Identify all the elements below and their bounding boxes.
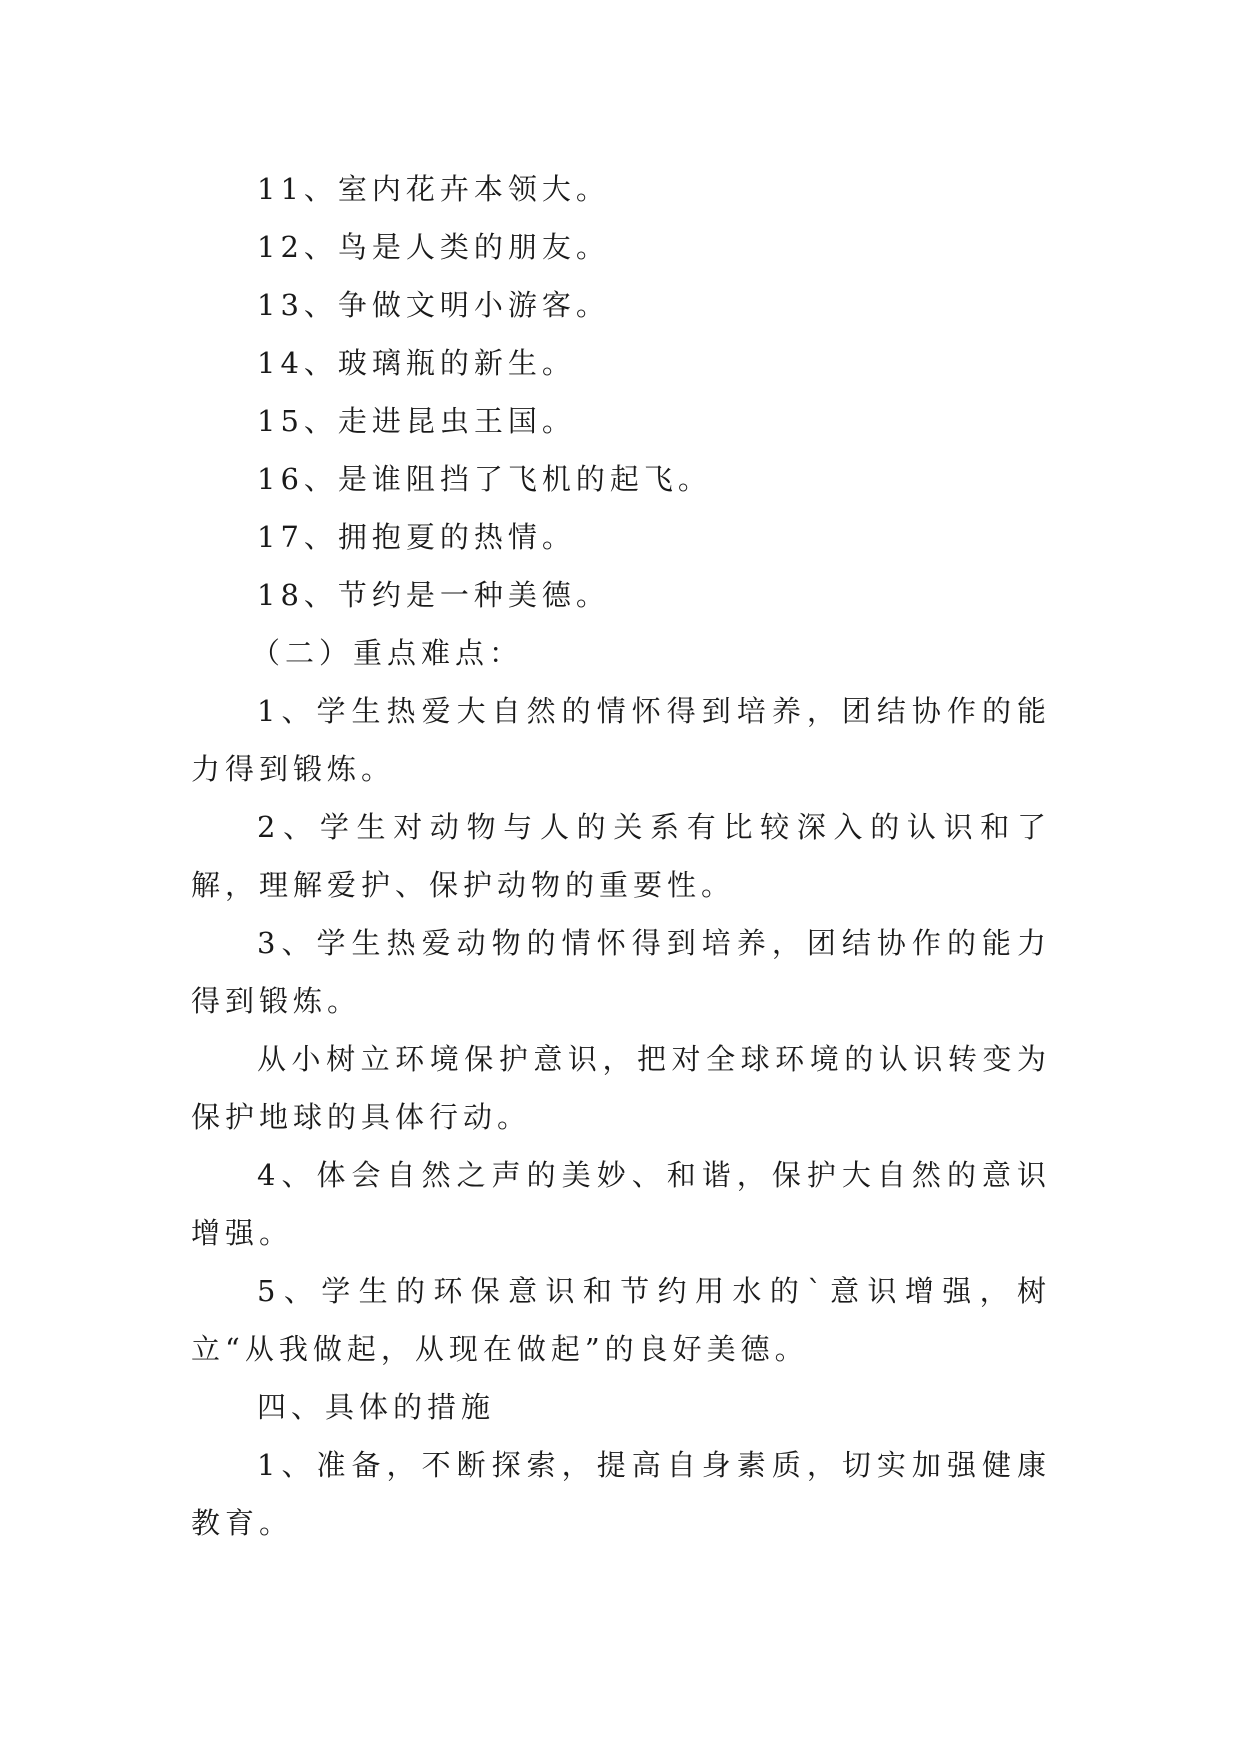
list-item: 14、玻璃瓶的新生。: [257, 346, 576, 380]
key-point-paragraph: 2、学生对动物与人的关系有比较深入的认识和了解，理解爱护、保护动物的重要性。: [191, 810, 1051, 902]
list-item: 15、走进昆虫王国。: [257, 404, 576, 438]
key-point-paragraph: 1、学生热爱大自然的情怀得到培养，团结协作的能力得到锻炼。: [191, 694, 1051, 786]
document-body: [191, 160, 1051, 1552]
section-heading-key-points: （二）重点难点：: [251, 636, 524, 670]
list-item: 12、鸟是人类的朋友。: [257, 230, 610, 264]
section-heading-measures: 四、具体的措施: [257, 1390, 496, 1424]
key-point-paragraph: 5、学生的环保意识和节约用水的`意识增强，树立“从我做起，从现在做起”的良好美德。: [191, 1274, 1051, 1366]
list-item: 18、节约是一种美德。: [257, 578, 610, 612]
list-item: 17、拥抱夏的热情。: [257, 520, 576, 554]
list-item: 11、室内花卉本领大。: [257, 172, 610, 206]
key-point-paragraph: 3、学生热爱动物的情怀得到培养，团结协作的能力得到锻炼。: [191, 926, 1051, 1018]
list-item: 13、争做文明小游客。: [257, 288, 610, 322]
key-point-paragraph: 从小树立环境保护意识，把对全球环境的认识转变为保护地球的具体行动。: [191, 1042, 1051, 1134]
key-point-paragraph: 4、体会自然之声的美妙、和谐，保护大自然的意识增强。: [191, 1158, 1051, 1250]
list-item: 16、是谁阻挡了飞机的起飞。: [257, 462, 712, 496]
measure-paragraph: 1、准备，不断探索，提高自身素质，切实加强健康教育。: [191, 1448, 1051, 1540]
